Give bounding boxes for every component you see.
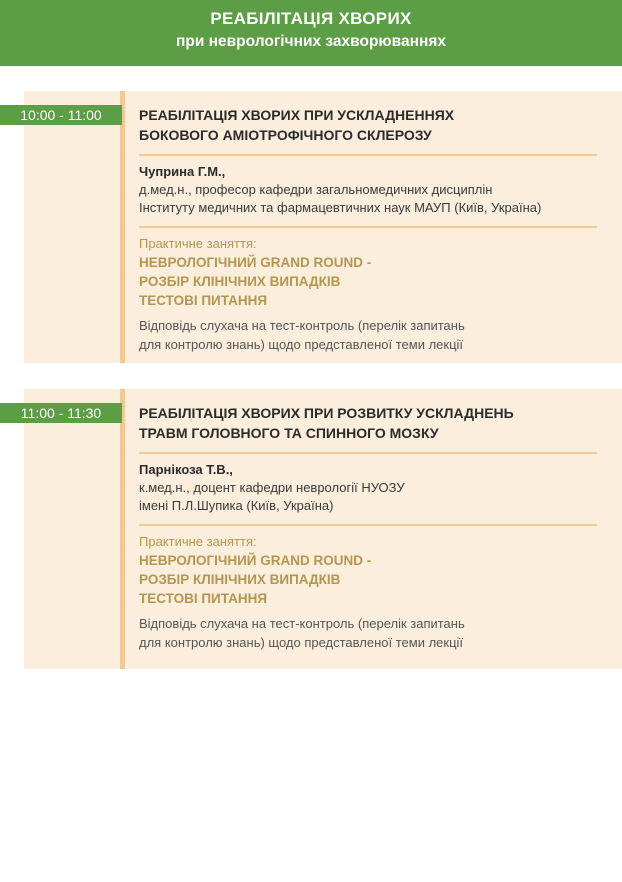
speaker-info	[139, 479, 614, 515]
lecture-title-line: РЕАБІЛІТАЦІЯ ХВОРИХ ПРИ УСКЛАДНЕННЯХ	[139, 107, 455, 123]
practical-label: Практичне заняття:	[139, 534, 257, 549]
section-divider	[139, 154, 597, 156]
session-content	[139, 403, 614, 652]
speaker-name: Чуприна Г.М.,	[139, 164, 226, 179]
session-time: 11:00 - 11:30	[0, 403, 122, 423]
lecture-title-line: ТРАВМ ГОЛОВНОГО ТА СПИННОГО МОЗКУ	[139, 425, 439, 441]
page-header	[0, 0, 622, 66]
session-note-line: Відповідь слухача на тест-контроль (перелік запитань	[139, 616, 465, 631]
section-divider	[139, 524, 597, 526]
session-note	[139, 316, 614, 354]
timeline-divider	[120, 91, 125, 363]
lecture-title	[139, 105, 614, 145]
speaker-name: Парнікоза Т.В.,	[139, 462, 233, 477]
section-divider	[139, 226, 597, 228]
speaker-info-line: д.мед.н., професор кафедри загальномедичних дисциплін	[139, 182, 493, 197]
practical-title-line: НЕВРОЛОГІЧНИЙ GRAND ROUND -	[139, 553, 372, 568]
practical-title-line: РОЗБІР КЛІНІЧНИХ ВИПАДКІВ	[139, 274, 341, 289]
section-divider	[139, 452, 597, 454]
practical-label: Практичне заняття:	[139, 236, 257, 251]
practical-title-line: ТЕСТОВІ ПИТАННЯ	[139, 591, 268, 606]
practical-title-line: РОЗБІР КЛІНІЧНИХ ВИПАДКІВ	[139, 572, 341, 587]
session-content	[139, 105, 614, 354]
page-subtitle: при неврологічних захворюваннях	[176, 33, 446, 50]
speaker-info	[139, 181, 614, 217]
speaker-info-line: Інституту медичних та фармацевтичних наук МАУП (Київ, Україна)	[139, 200, 542, 215]
timeline-divider	[120, 389, 125, 669]
page-title: РЕАБІЛІТАЦІЯ ХВОРИХ	[210, 9, 412, 28]
practical-title-line: НЕВРОЛОГІЧНИЙ GRAND ROUND -	[139, 255, 372, 270]
practical-title	[139, 551, 614, 608]
speaker-info-line: імені П.Л.Шупика (Київ, Україна)	[139, 498, 334, 513]
session-time: 10:00 - 11:00	[0, 105, 122, 125]
session-card	[20, 91, 622, 363]
session-note	[139, 614, 614, 652]
lecture-title-line: БОКОВОГО АМІОТРОФІЧНОГО СКЛЕРОЗУ	[139, 127, 432, 143]
session-note-line: для контролю знань) щодо представленої теми лекції	[139, 635, 464, 650]
practical-title-line: ТЕСТОВІ ПИТАННЯ	[139, 293, 268, 308]
practical-title	[139, 253, 614, 310]
speaker-info-line: к.мед.н., доцент кафедри неврології НУОЗУ	[139, 480, 405, 495]
session-card	[20, 389, 622, 669]
session-note-line: Відповідь слухача на тест-контроль (перелік запитань	[139, 318, 465, 333]
lecture-title	[139, 403, 614, 443]
session-note-line: для контролю знань) щодо представленої теми лекції	[139, 337, 464, 352]
lecture-title-line: РЕАБІЛІТАЦІЯ ХВОРИХ ПРИ РОЗВИТКУ УСКЛАДНЕНЬ	[139, 405, 514, 421]
